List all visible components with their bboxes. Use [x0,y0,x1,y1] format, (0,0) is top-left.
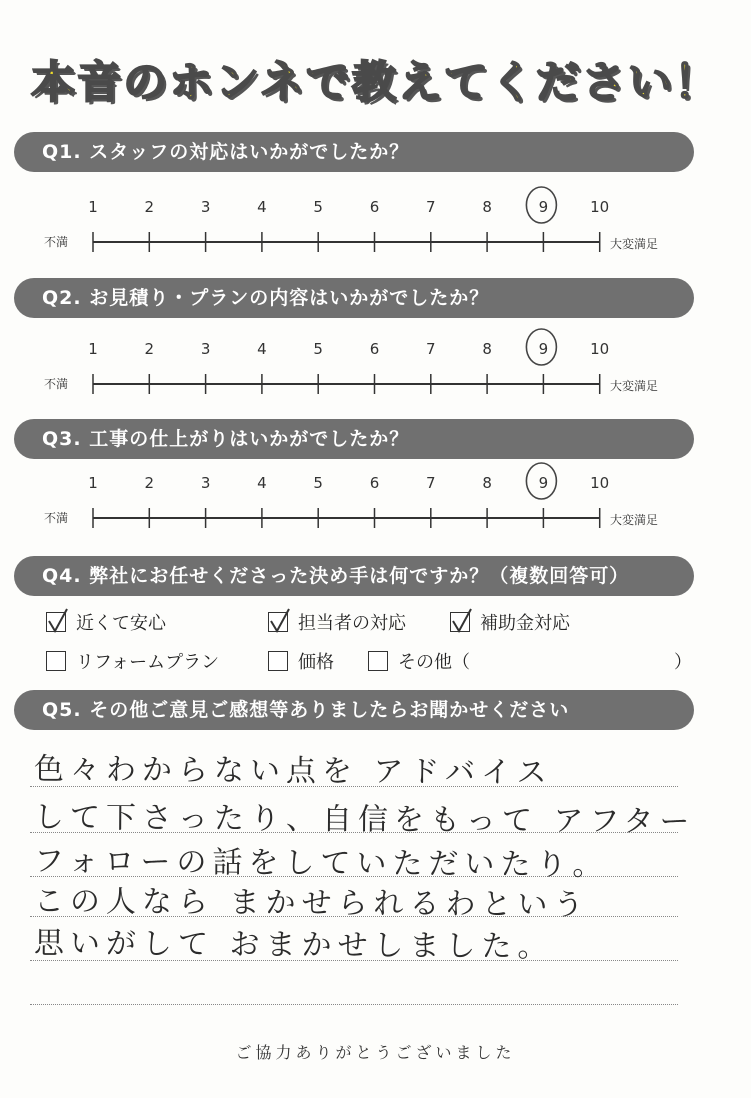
scale-number: 1 [88,474,98,492]
scale-number: 2 [144,474,155,492]
scale-number: 2 [144,340,155,358]
scale-number: 5 [313,474,323,492]
scale-number: 9 [538,198,549,216]
scale-number: 7 [426,340,436,358]
check-mark-icon [45,605,71,635]
comment-line-5: 思いがして おまかせしました。 [33,926,554,965]
scale-number: 8 [482,198,492,216]
comment-line-2: して下さったり、自信をもって アフター [33,800,696,840]
checkbox-other[interactable] [368,651,388,671]
option-label: 補助金対応 [480,613,570,634]
scale-number: 9 [538,474,549,492]
option-label: リフォームプラン [76,652,220,673]
option-price[interactable] [268,648,334,674]
scale-number: 3 [200,340,211,358]
scale-number: 4 [257,474,267,492]
scale-number: 6 [369,340,380,358]
scale-left-label: 不満 [44,377,69,391]
checkbox-plan[interactable] [46,651,66,671]
scale-number: 7 [426,474,436,492]
option-label: 担当者の対応 [298,613,406,634]
scale-right-label: 大変満足 [610,513,659,527]
option-label: その他（ [398,652,470,673]
scale-number: 1 [88,340,98,358]
checkbox-price[interactable] [268,651,288,671]
scale-number: 5 [313,198,323,216]
writing-line [30,1004,678,1005]
scale-number: 3 [200,198,211,216]
option-subsidy[interactable] [450,609,570,635]
option-other[interactable] [368,648,470,674]
scale-number: 8 [482,340,492,358]
scale-number: 10 [590,474,610,492]
scale-left-label: 不満 [44,235,69,249]
scale-number: 6 [369,198,380,216]
other-close-paren: ） [674,652,692,673]
scale-number: 2 [144,198,155,216]
question-1-header: Q1. スタッフの対応はいかがでしたか？ [14,132,694,172]
scale-number: 10 [590,198,610,216]
scale-number: 4 [257,198,267,216]
question-4-header: Q4. 弊社にお任せくださった決め手は何ですか？（複数回答可） [14,556,694,596]
question-3-header: Q3. 工事の仕上がりはいかがでしたか？ [14,419,694,459]
comment-line-4: この人なら まかせられるわという [33,884,590,923]
option-label: 価格 [298,652,334,673]
checkbox-staff[interactable] [268,612,288,632]
option-plan[interactable] [46,648,219,674]
scale-right-label: 大変満足 [610,379,659,393]
question-5-header: Q5. その他ご意見ご感想等ありましたらお聞かせください [14,690,694,730]
scale-number: 10 [590,340,610,358]
scale-number: 8 [482,474,492,492]
checkbox-subsidy[interactable] [450,612,470,632]
option-staff[interactable] [268,609,406,635]
question-2-header: Q2. お見積り・プランの内容はいかがでしたか？ [14,278,694,318]
page-title: 本音のホンネで教えてください！ [31,57,720,108]
scale-number: 3 [200,474,211,492]
scale-number: 4 [257,340,267,358]
option-nearby[interactable] [46,609,166,635]
scale-number: 7 [426,198,436,216]
scale-right-label: 大変満足 [610,237,659,251]
comment-line-3: フォローの話をしていただいたり。 [33,844,609,884]
comment-line-1: 色々わからない点を アドバイス [33,752,553,791]
scale-number: 9 [538,340,549,358]
scale-left-label: 不満 [44,511,69,525]
scale-number: 1 [88,198,98,216]
check-mark-icon [267,605,293,635]
scale-number: 5 [313,340,323,358]
thanks-message: ご協力ありがとうございました [235,1043,516,1062]
option-label: 近くて安心 [76,613,166,634]
check-mark-icon [449,605,475,635]
checkbox-nearby[interactable] [46,612,66,632]
scale-number: 6 [369,474,380,492]
